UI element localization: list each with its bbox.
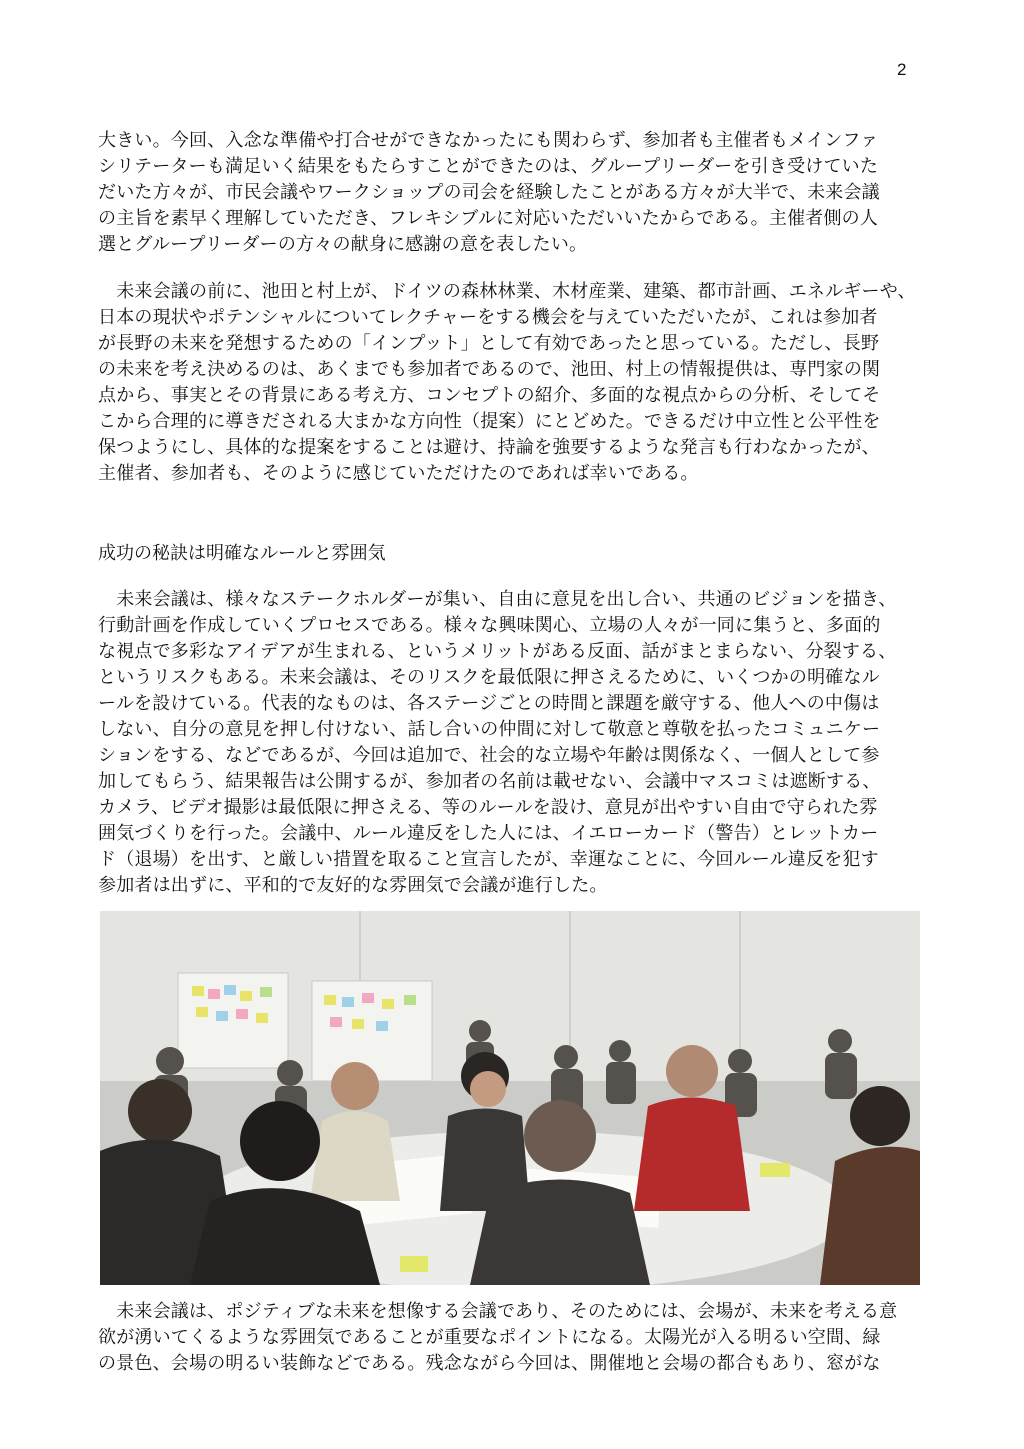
paragraph-line: 囲気づくりを行った。会議中、ルール違反をした人には、イエローカード（警告）とレットカー — [98, 823, 879, 844]
paragraph-line: 未来会議は、ポジティブな未来を想像する会議であり、そのためには、会場が、未来を考える意 — [98, 1301, 898, 1322]
paragraph-line: 欲が湧いてくるような雰囲気であることが重要なポイントになる。太陽光が入る明るい空間、緑 — [98, 1327, 881, 1348]
paragraph-line: 日本の現状やポテンシャルについてレクチャーをする機会を与えていただいたが、これは参加者 — [98, 307, 878, 328]
paragraph-1 — [98, 128, 940, 258]
poster-board — [178, 973, 288, 1068]
paragraph-line: というリスクもある。未来会議は、そのリスクを最低限に押さえるために、いくつかの明確なル — [98, 667, 880, 688]
paragraph-line: 未来会議の前に、池田と村上が、ドイツの森林林業、木材産業、建築、都市計画、エネルギーや、 — [98, 281, 916, 302]
paragraph-line: が長野の未来を発想するための「インプット」として有効であったと思っている。ただし、長野 — [98, 333, 880, 354]
section-heading: 成功の秘訣は明確なルールと雰囲気 — [98, 543, 386, 564]
paragraph-line: 選とグループリーダーの方々の献身に感謝の意を表したい。 — [98, 234, 588, 255]
meeting-photo-illustration — [100, 911, 920, 1285]
paragraph-line: 未来会議は、様々なステークホルダーが集い、自由に意見を出し合い、共通のビジョンを描き、 — [98, 589, 897, 610]
paragraph-2 — [98, 279, 940, 487]
paragraph-line: な視点で多彩なアイデアが生まれる、というメリットがある反面、話がまとまらない、分裂する、 — [98, 641, 897, 662]
paragraph-line: の未来を考え決めるのは、あくまでも参加者であるので、池田、村上の情報提供は、専門家の関 — [98, 359, 881, 380]
paragraph-line: 大きい。今回、入念な準備や打合せができなかったにも関わらず、参加者も主催者もメインファ — [98, 130, 879, 151]
paragraph-line: こから合理的に導きだされる大まかな方向性（提案）にとどめた。できるだけ中立性と公平性を — [98, 411, 881, 432]
paragraph-line: ールを設けている。代表的なものは、各ステージごとの時間と課題を厳守する、他人への中傷は — [98, 693, 880, 714]
paragraph-line: ド（退場）を出す、と厳しい措置を取ること宣言したが、幸運なことに、今回ルール違反を犯す — [98, 849, 879, 870]
meeting-photo — [100, 911, 920, 1285]
poster-board — [312, 981, 432, 1081]
paragraph-line: 加してもらう、結果報告は公開するが、参加者の名前は載せない、会議中マスコミは遮断する、 — [98, 771, 881, 792]
paragraph-line: カメラ、ビデオ撮影は最低限に押さえる、等のルールを設け、意見が出やすい自由で守られた雰 — [98, 797, 878, 818]
paragraph-line: しない、自分の意見を押し付けない、話し合いの仲間に対して敬意と尊敬を払ったコミュニケー — [98, 719, 881, 740]
paragraph-4 — [98, 1299, 940, 1377]
paragraph-line: ションをする、などであるが、今回は追加で、社会的な立場や年齢は関係なく、一個人として参 — [98, 745, 880, 766]
paragraph-line: 主催者、参加者も、そのように感じていただけたのであれば幸いである。 — [98, 463, 699, 484]
paragraph-line: の主旨を素早く理解していただき、フレキシブルに対応いただいいたからである。主催者側の人 — [98, 208, 879, 229]
paragraph-line: 保つようにし、具体的な提案をすることは避け、持論を強要するような発言も行わなかったが、 — [98, 437, 880, 458]
paragraph-line: の景色、会場の明るい装飾などである。残念ながら今回は、開催地と会場の都合もあり、窓がな — [98, 1353, 881, 1374]
paragraph-line: 参加者は出ずに、平和的で友好的な雰囲気で会議が進行した。 — [98, 875, 608, 896]
page-number: 2 — [897, 60, 907, 79]
paragraph-line: 点から、事実とその背景にある考え方、コンセプトの紹介、多面的な視点からの分析、そしてそ — [98, 385, 881, 406]
paragraph-line: 行動計画を作成していくプロセスである。様々な興味関心、立場の人々が一同に集うと、多面的 — [98, 615, 881, 636]
paragraph-line: だいた方々が、市民会議やワークショップの司会を経験したことがある方々が大半で、未来会議 — [98, 182, 880, 203]
paragraph-3 — [98, 587, 940, 899]
paragraph-line: シリテーターも満足いく結果をもたらすことができたのは、グループリーダーを引き受けていた — [98, 156, 879, 177]
